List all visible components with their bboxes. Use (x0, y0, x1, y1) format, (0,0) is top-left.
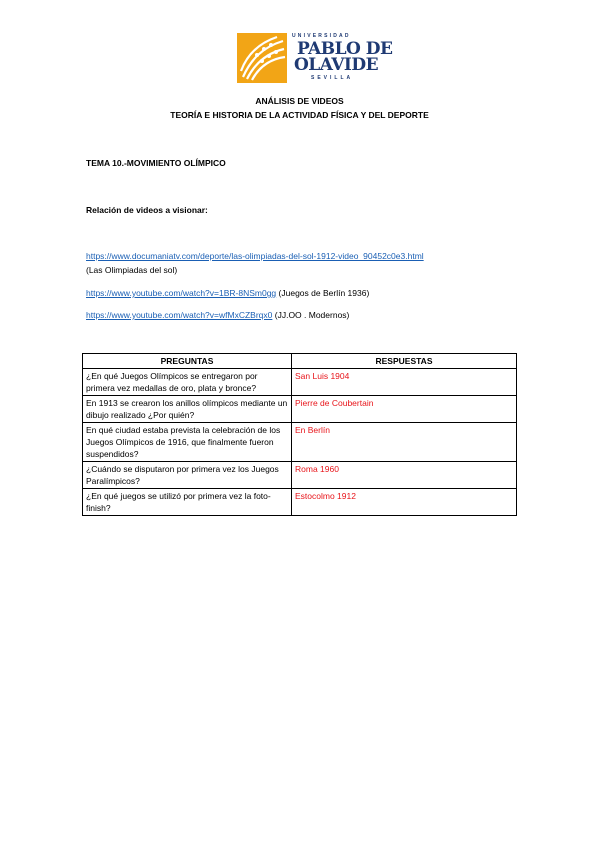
video-note: (JJ.OO . Modernos) (274, 310, 350, 320)
video-list-heading: Relación de videos a visionar: (86, 205, 208, 215)
question-cell: ¿En qué Juegos Olímpicos se entregaron por primera vez medallas de oro, plata y bronce? (83, 369, 292, 396)
document-title: ANÁLISIS DE VIDEOS (255, 96, 344, 106)
column-header-questions: PREGUNTAS (83, 354, 292, 369)
video-link[interactable]: https://www.documaniatv.com/deporte/las-olimpiadas-del-sol-1912-video_90452c0e3.html (86, 251, 424, 261)
question-cell: En 1913 se crearon los anillos olímpicos mediante un dibujo realizado ¿Por quién? (83, 396, 292, 423)
logo-name-line1: PABLO DE (297, 39, 393, 59)
table-row (83, 369, 517, 396)
answer-cell: Pierre de Coubertain (292, 396, 517, 423)
table-row (83, 489, 517, 516)
question-cell: En qué ciudad estaba prevista la celebración de los Juegos Olímpicos de 1916, que finalmente fueron suspendidos? (83, 423, 292, 462)
answer-cell: Estocolmo 1912 (292, 489, 517, 516)
topic-heading: TEMA 10.-MOVIMIENTO OLÍMPICO (86, 158, 226, 168)
logo-name-line2: OLAVIDE (294, 55, 379, 75)
question-cell: ¿En qué juegos se utilizó por primera vez la foto-finish? (83, 489, 292, 516)
logo-university-text: UNIVERSIDAD (292, 33, 351, 39)
answer-cell: San Luis 1904 (292, 369, 517, 396)
column-header-answers: RESPUESTAS (292, 354, 517, 369)
video-link[interactable]: https://www.youtube.com/watch?v=1BR-8NSm0gg (86, 288, 277, 298)
sun-logo-icon (237, 33, 287, 83)
table-row (83, 396, 517, 423)
table-row (83, 462, 517, 489)
table-row (83, 423, 517, 462)
video-note: (Juegos de Berlín 1936) (278, 288, 370, 298)
document-subtitle: TEORÍA E HISTORIA DE LA ACTIVIDAD FÍSICA Y DEL DEPORTE (170, 110, 429, 120)
video-entry (86, 288, 369, 298)
video-note: (Las Olimpiadas del sol) (86, 265, 178, 275)
logo-city-text: SEVILLA (311, 75, 354, 81)
university-logo (237, 33, 393, 87)
video-entry (86, 251, 424, 261)
answer-cell: En Berlín (292, 423, 517, 462)
video-link[interactable]: https://www.youtube.com/watch?v=wfMxCZBrqx0 (86, 310, 273, 320)
answer-cell: Roma 1960 (292, 462, 517, 489)
question-cell: ¿Cuándo se disputaron por primera vez los Juegos Paralímpicos? (83, 462, 292, 489)
table-header-row (83, 354, 517, 369)
questions-table (82, 353, 517, 516)
video-entry (86, 310, 349, 320)
